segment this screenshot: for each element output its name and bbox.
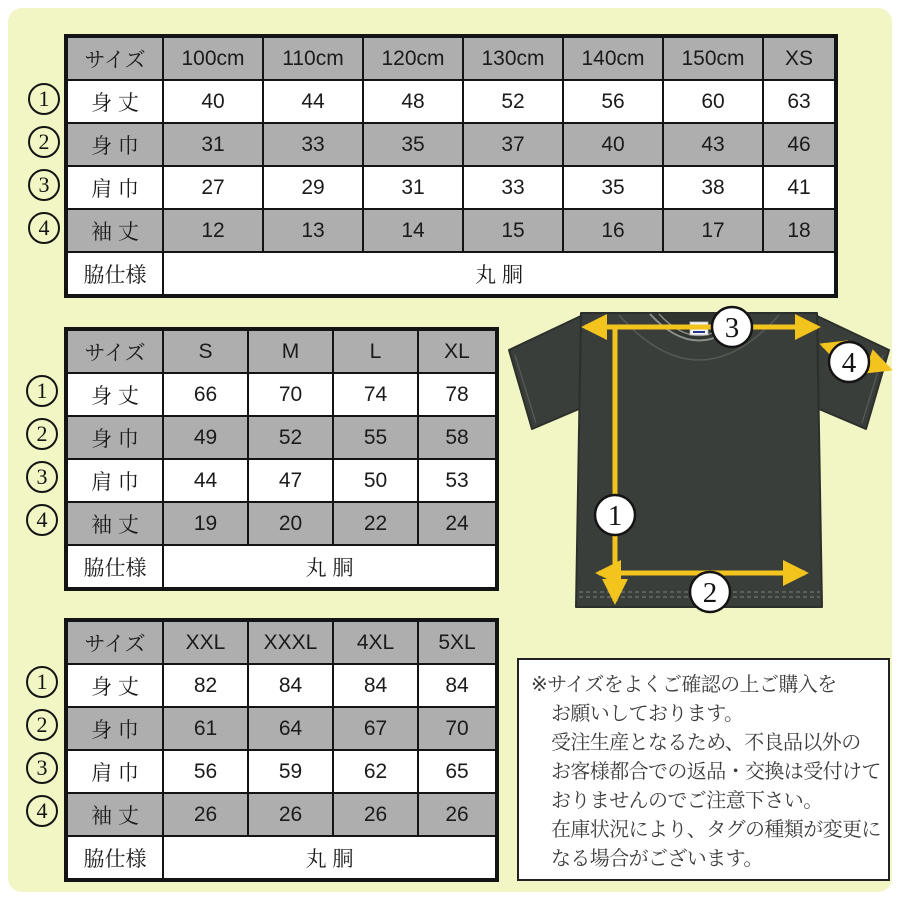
size-value: 74 bbox=[333, 373, 418, 416]
size-value: 15 bbox=[463, 209, 563, 252]
size-value: 43 bbox=[663, 123, 763, 166]
column-header: 110cm bbox=[263, 36, 363, 80]
column-header: M bbox=[248, 329, 333, 373]
size-value: 67 bbox=[333, 707, 418, 750]
row-label: 身 丈 bbox=[66, 664, 163, 707]
measure-circle-3 bbox=[712, 307, 752, 347]
size-value: 38 bbox=[663, 166, 763, 209]
size-value: 35 bbox=[563, 166, 663, 209]
size-header-label: サイズ bbox=[66, 36, 163, 80]
row-marker-3: 3 bbox=[26, 461, 58, 493]
size-value: 65 bbox=[418, 750, 497, 793]
size-value: 40 bbox=[563, 123, 663, 166]
note-line: お願いしております。 bbox=[551, 703, 744, 725]
size-value: 78 bbox=[418, 373, 497, 416]
column-header: 120cm bbox=[363, 36, 463, 80]
column-header: XL bbox=[418, 329, 497, 373]
column-header: XXL bbox=[163, 620, 248, 664]
measure-circle-4 bbox=[829, 342, 869, 382]
svg-text:4: 4 bbox=[841, 347, 857, 379]
size-value: 27 bbox=[163, 166, 263, 209]
row-marker-2: 2 bbox=[26, 418, 58, 450]
size-value: 26 bbox=[163, 793, 248, 836]
size-value: 18 bbox=[763, 209, 836, 252]
size-value: 64 bbox=[248, 707, 333, 750]
size-value: 29 bbox=[263, 166, 363, 209]
tshirt-measurement-diagram bbox=[503, 305, 895, 620]
size-value: 63 bbox=[763, 80, 836, 123]
svg-text:1: 1 bbox=[607, 500, 623, 532]
column-header: 4XL bbox=[333, 620, 418, 664]
column-header: L bbox=[333, 329, 418, 373]
row-label: 袖 丈 bbox=[66, 209, 163, 252]
measure-circle-2 bbox=[690, 572, 730, 612]
size-value: 56 bbox=[563, 80, 663, 123]
note-line: おりませんのでご注意下さい。 bbox=[551, 790, 823, 812]
size-table-adult bbox=[64, 327, 499, 591]
column-header: XS bbox=[763, 36, 836, 80]
size-value: 33 bbox=[263, 123, 363, 166]
size-value: 50 bbox=[333, 459, 418, 502]
row-label: 肩 巾 bbox=[66, 750, 163, 793]
size-value: 17 bbox=[663, 209, 763, 252]
size-value: 41 bbox=[763, 166, 836, 209]
size-value: 52 bbox=[463, 80, 563, 123]
size-value: 19 bbox=[163, 502, 248, 545]
note-line: ※サイズをよくご確認の上ご購入を bbox=[531, 674, 837, 696]
size-value: 61 bbox=[163, 707, 248, 750]
row-marker-3: 3 bbox=[28, 169, 60, 201]
row-label: 袖 丈 bbox=[66, 502, 163, 545]
row-label: 袖 丈 bbox=[66, 793, 163, 836]
size-value: 66 bbox=[163, 373, 248, 416]
size-value: 40 bbox=[163, 80, 263, 123]
row-marker-2: 2 bbox=[28, 126, 60, 158]
note-line: 在庫状況により、タグの種類が変更に bbox=[551, 819, 881, 841]
row-marker-3: 3 bbox=[26, 752, 58, 784]
size-value: 44 bbox=[163, 459, 248, 502]
size-value: 53 bbox=[418, 459, 497, 502]
size-value: 82 bbox=[163, 664, 248, 707]
measure-circle-1 bbox=[595, 495, 635, 535]
size-value: 14 bbox=[363, 209, 463, 252]
footer-label: 脇仕様 bbox=[66, 836, 163, 880]
column-header: S bbox=[163, 329, 248, 373]
size-value: 26 bbox=[418, 793, 497, 836]
size-header-label: サイズ bbox=[66, 329, 163, 373]
purchase-notes-box bbox=[517, 658, 890, 881]
row-label: 身 巾 bbox=[66, 707, 163, 750]
size-value: 46 bbox=[763, 123, 836, 166]
size-value: 70 bbox=[248, 373, 333, 416]
size-header-label: サイズ bbox=[66, 620, 163, 664]
row-label: 身 巾 bbox=[66, 416, 163, 459]
size-value: 84 bbox=[333, 664, 418, 707]
size-value: 55 bbox=[333, 416, 418, 459]
row-marker-4: 4 bbox=[26, 504, 58, 536]
size-value: 56 bbox=[163, 750, 248, 793]
row-label: 肩 巾 bbox=[66, 166, 163, 209]
size-value: 13 bbox=[263, 209, 363, 252]
size-value: 31 bbox=[363, 166, 463, 209]
svg-text:3: 3 bbox=[724, 312, 740, 344]
column-header: 150cm bbox=[663, 36, 763, 80]
size-value: 22 bbox=[333, 502, 418, 545]
svg-text:2: 2 bbox=[702, 577, 718, 609]
size-value: 60 bbox=[663, 80, 763, 123]
footer-label: 脇仕様 bbox=[66, 252, 163, 296]
footer-value: 丸 胴 bbox=[163, 545, 497, 589]
size-value: 59 bbox=[248, 750, 333, 793]
size-value: 26 bbox=[248, 793, 333, 836]
size-value: 37 bbox=[463, 123, 563, 166]
size-value: 44 bbox=[263, 80, 363, 123]
size-value: 12 bbox=[163, 209, 263, 252]
row-marker-4: 4 bbox=[26, 795, 58, 827]
row-marker-4: 4 bbox=[28, 212, 60, 244]
size-value: 70 bbox=[418, 707, 497, 750]
size-value: 31 bbox=[163, 123, 263, 166]
row-marker-1: 1 bbox=[26, 666, 58, 698]
size-value: 33 bbox=[463, 166, 563, 209]
row-label: 身 丈 bbox=[66, 80, 163, 123]
column-header: 100cm bbox=[163, 36, 263, 80]
note-line: なる場合がございます。 bbox=[551, 848, 763, 870]
row-label: 身 丈 bbox=[66, 373, 163, 416]
row-label: 肩 巾 bbox=[66, 459, 163, 502]
column-header: 140cm bbox=[563, 36, 663, 80]
size-value: 58 bbox=[418, 416, 497, 459]
column-header: XXXL bbox=[248, 620, 333, 664]
column-header: 5XL bbox=[418, 620, 497, 664]
note-line: お客様都合での返品・交換は受付けて bbox=[551, 761, 881, 783]
size-value: 52 bbox=[248, 416, 333, 459]
row-marker-1: 1 bbox=[28, 83, 60, 115]
size-value: 26 bbox=[333, 793, 418, 836]
size-value: 49 bbox=[163, 416, 248, 459]
footer-label: 脇仕様 bbox=[66, 545, 163, 589]
row-marker-2: 2 bbox=[26, 709, 58, 741]
column-header: 130cm bbox=[463, 36, 563, 80]
footer-value: 丸 胴 bbox=[163, 252, 836, 296]
size-table-big bbox=[64, 618, 499, 882]
size-table-kids bbox=[64, 34, 838, 298]
size-value: 47 bbox=[248, 459, 333, 502]
size-value: 48 bbox=[363, 80, 463, 123]
note-line: 受注生産となるため、不良品以外の bbox=[551, 732, 861, 754]
size-value: 84 bbox=[248, 664, 333, 707]
size-value: 24 bbox=[418, 502, 497, 545]
size-value: 20 bbox=[248, 502, 333, 545]
size-value: 84 bbox=[418, 664, 497, 707]
row-marker-1: 1 bbox=[26, 375, 58, 407]
size-value: 62 bbox=[333, 750, 418, 793]
footer-value: 丸 胴 bbox=[163, 836, 497, 880]
row-label: 身 巾 bbox=[66, 123, 163, 166]
size-value: 35 bbox=[363, 123, 463, 166]
size-value: 16 bbox=[563, 209, 663, 252]
